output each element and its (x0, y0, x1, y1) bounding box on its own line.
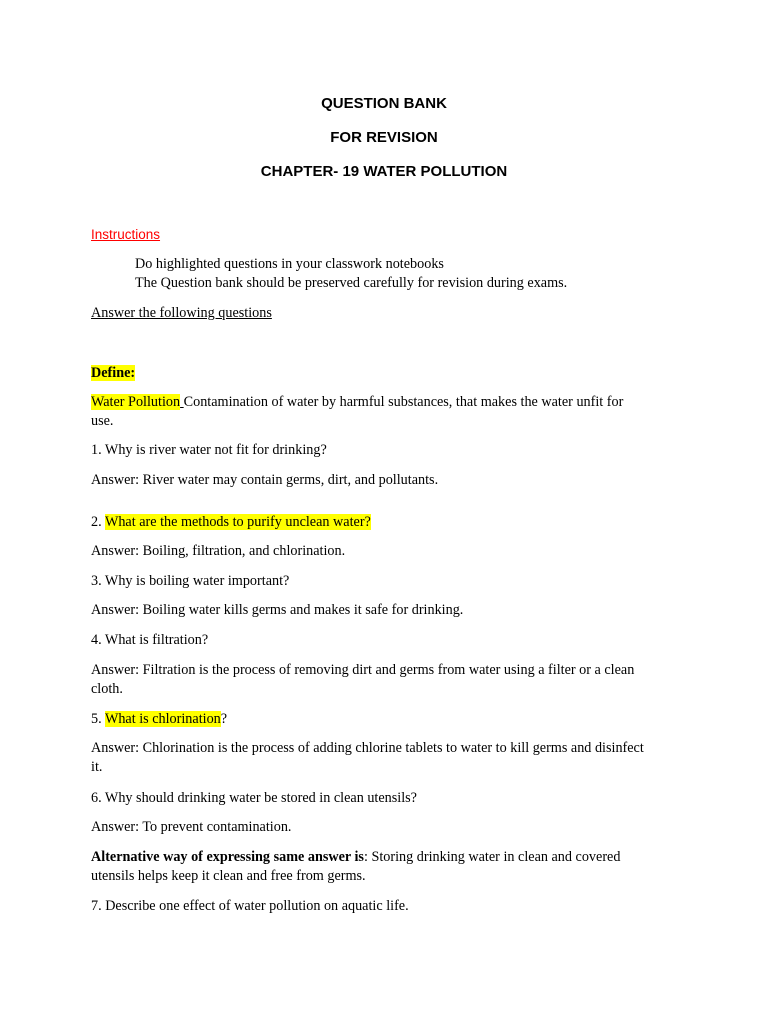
question-5-mark: ? (220, 711, 228, 727)
answer-3: Answer: Boiling water kills germs and makes it safe for drinking. (91, 602, 464, 618)
question-5-text: What is chlorination (104, 711, 221, 727)
answer-6: Answer: To prevent contamination. (91, 819, 292, 835)
alternative-answer-label: Alternative way of expressing same answer is (91, 849, 364, 865)
title-question-bank: QUESTION BANK (321, 95, 447, 112)
define-label: Define: (91, 365, 136, 381)
question-3: 3. Why is boiling water important? (91, 573, 290, 589)
question-2-number: 2. (91, 514, 102, 530)
definition-line-1 (91, 393, 691, 412)
title-chapter: CHAPTER- 19 WATER POLLUTION (260, 163, 508, 180)
instructions-heading: Instructions (91, 227, 161, 242)
instruction-line-2: The Question bank should be preserved carefully for revision during exams. (135, 275, 568, 291)
question-7: 7. Describe one effect of water pollution on aquatic life. (91, 898, 409, 914)
define-label-line (91, 364, 691, 383)
alternative-answer-line-2: utensils helps keep it clean and free from germs. (91, 868, 366, 884)
title-for-revision: FOR REVISION (330, 129, 438, 146)
definition-term: Water Pollution (91, 394, 181, 410)
question-5 (91, 710, 691, 729)
question-5-number: 5. (91, 711, 102, 727)
question-1: 1. Why is river water not fit for drinking? (91, 442, 327, 458)
instruction-line-1: Do highlighted questions in your classwork notebooks (135, 256, 444, 272)
alternative-answer-line-1 (91, 848, 691, 867)
alternative-answer-text: : Storing drinking water in clean and covered (363, 849, 621, 865)
question-2 (91, 513, 691, 532)
question-6: 6. Why should drinking water be stored in clean utensils? (91, 790, 417, 806)
question-2-text: What are the methods to purify unclean water? (104, 514, 371, 530)
answer-4-line-2: cloth. (91, 681, 123, 697)
definition-text: Contamination of water by harmful substances, that makes the water unfit for (183, 394, 624, 410)
answer-heading: Answer the following questions (91, 305, 272, 321)
answer-2: Answer: Boiling, filtration, and chlorination. (91, 543, 346, 559)
answer-5-line-1: Answer: Chlorination is the process of adding chlorine tablets to water to kill germs and disinfect (91, 740, 644, 756)
answer-5-line-2: it. (91, 759, 103, 775)
answer-4-line-1: Answer: Filtration is the process of removing dirt and germs from water using a filter or a clean (91, 662, 635, 678)
definition-line-2: use. (91, 413, 114, 429)
answer-1: Answer: River water may contain germs, dirt, and pollutants. (91, 472, 439, 488)
question-4: 4. What is filtration? (91, 632, 209, 648)
